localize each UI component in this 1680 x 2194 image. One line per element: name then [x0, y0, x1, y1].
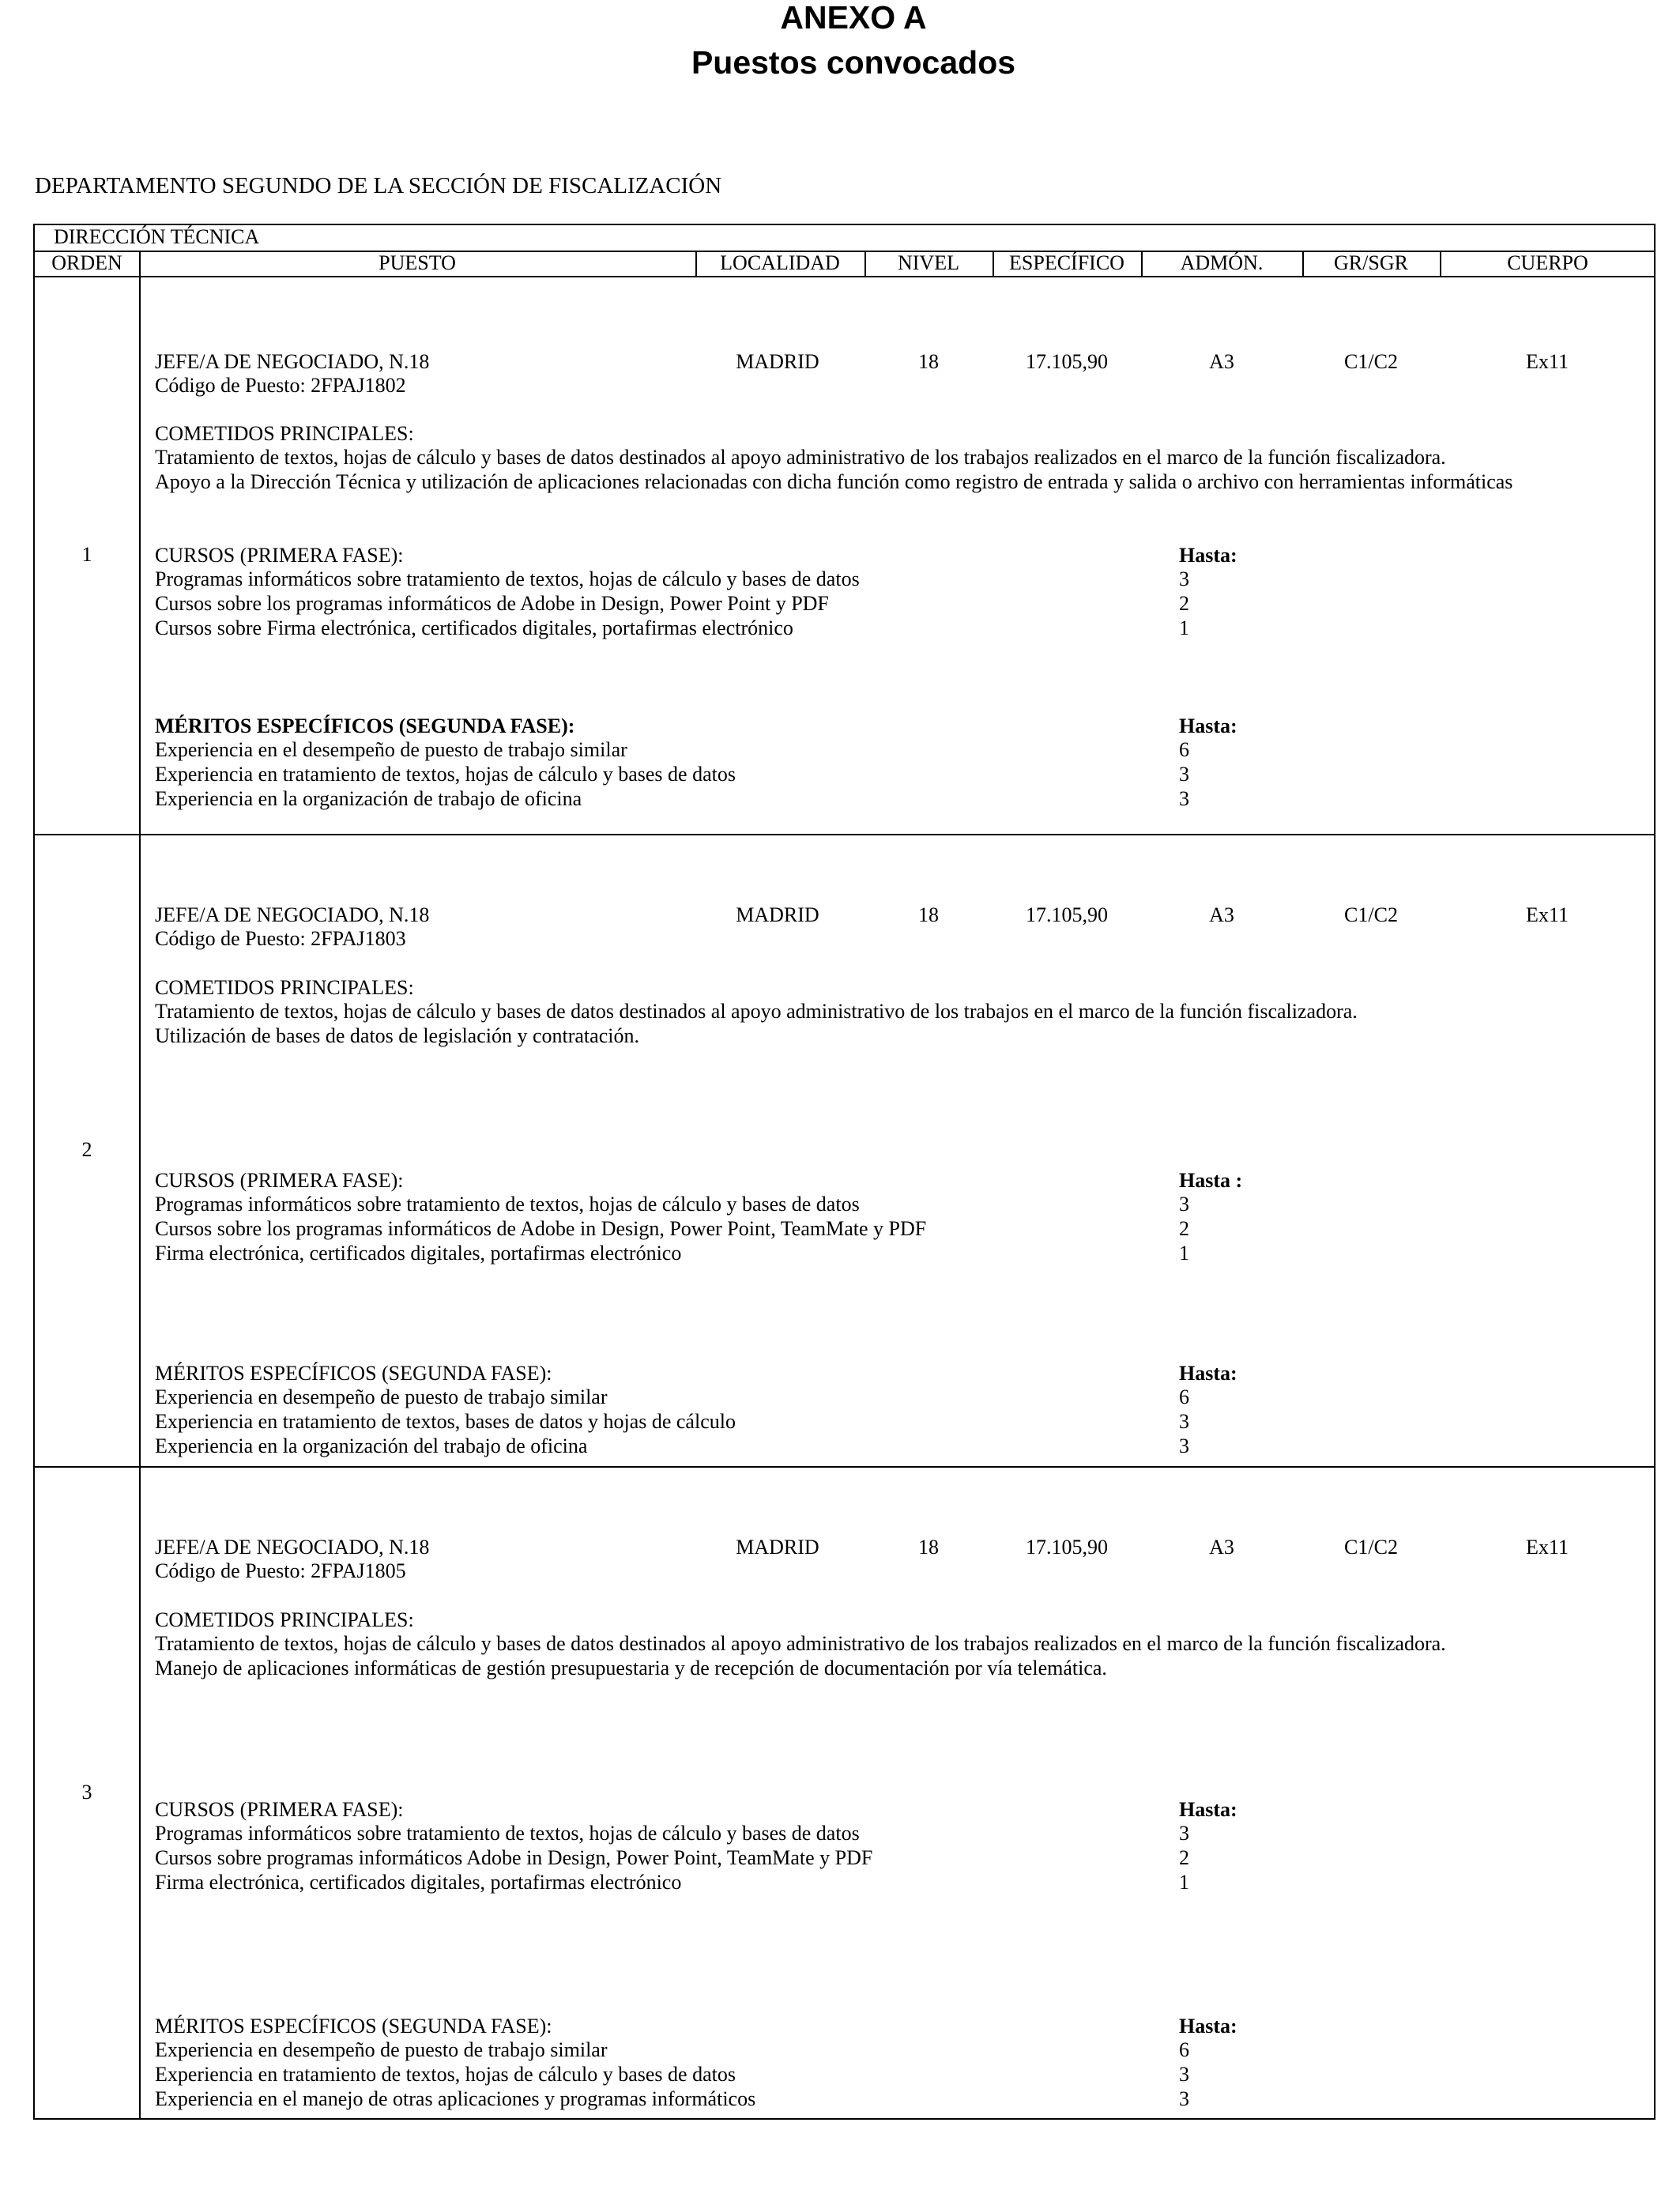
- curso-item: Programas informáticos sobre tratamiento de textos, hojas de cálculo y bases de datos: [155, 1822, 860, 1845]
- curso-item: Programas informáticos sobre tratamiento de textos, hojas de cálculo y bases de datos: [155, 567, 860, 590]
- merito-points: 3: [1179, 2063, 1189, 2086]
- header-rule: [35, 276, 1654, 277]
- merito-points: 6: [1179, 738, 1189, 761]
- merito-points: 3: [1179, 787, 1189, 810]
- curso-item: Firma electrónica, certificados digitales, portafirmas electrónico: [155, 1242, 682, 1265]
- cursos-hasta-label: Hasta:: [1179, 1798, 1237, 1821]
- row-orden: 3: [81, 1781, 92, 1804]
- department-heading: DEPARTAMENTO SEGUNDO DE LA SECCIÓN DE FISCALIZACIÓN: [35, 173, 722, 198]
- curso-item: Firma electrónica, certificados digitales, portafirmas electrónico: [155, 1871, 682, 1894]
- meritos-title: MÉRITOS ESPECÍFICOS (SEGUNDA FASE):: [155, 1362, 552, 1385]
- row-orden: 1: [81, 543, 92, 566]
- column-header: PUESTO: [379, 251, 456, 274]
- curso-points: 2: [1179, 1217, 1189, 1240]
- merito-item: Experiencia en el desempeño de puesto de trabajo similar: [155, 738, 627, 761]
- cursos-title: CURSOS (PRIMERA FASE):: [155, 1798, 404, 1821]
- positions-table: [33, 224, 1656, 2120]
- meritos-hasta-label: Hasta:: [1179, 714, 1237, 737]
- cometido-line: Tratamiento de textos, hojas de cálculo y bases de datos destinados al apoyo administrativo de los trabajos realizados en el marco de la función fiscalizadora.: [155, 446, 1446, 469]
- cursos-title: CURSOS (PRIMERA FASE):: [155, 544, 404, 567]
- admon-value: A3: [1209, 903, 1234, 926]
- merito-points: 3: [1179, 1410, 1189, 1433]
- cometidos-title: COMETIDOS PRINCIPALES:: [155, 976, 414, 999]
- column-header: ESPECÍFICO: [1009, 251, 1124, 274]
- merito-points: 3: [1179, 1434, 1189, 1457]
- curso-item: Programas informáticos sobre tratamiento de textos, hojas de cálculo y bases de datos: [155, 1193, 860, 1216]
- page-subtitle: Puestos convocados: [691, 44, 1016, 81]
- puesto-title: JEFE/A DE NEGOCIADO, N.18: [155, 903, 430, 926]
- cometido-line: Apoyo a la Dirección Técnica y utilización de aplicaciones relacionadas con dicha función como registro de entrada y salida o archivo con herramientas informáticas: [155, 470, 1513, 493]
- merito-points: 6: [1179, 1385, 1189, 1408]
- curso-points: 3: [1179, 567, 1189, 590]
- merito-points: 6: [1179, 2038, 1189, 2061]
- column-header: ADMÓN.: [1180, 251, 1264, 274]
- cursos-hasta-label: Hasta:: [1179, 544, 1237, 567]
- merito-item: Experiencia en desempeño de puesto de trabajo similar: [155, 2038, 608, 2061]
- cursos-hasta-label: Hasta :: [1179, 1169, 1243, 1192]
- curso-points: 2: [1179, 1846, 1189, 1869]
- cometido-line: Tratamiento de textos, hojas de cálculo y bases de datos destinados al apoyo administrativo de los trabajos realizados en el marco de la función fiscalizadora.: [155, 1632, 1446, 1655]
- nivel-value: 18: [918, 903, 939, 926]
- localidad-value: MADRID: [736, 350, 819, 373]
- curso-item: Cursos sobre programas informáticos Adobe in Design, Power Point, TeamMate y PDF: [155, 1846, 873, 1869]
- page-title: ANEXO A: [780, 0, 927, 36]
- cuerpo-value: Ex11: [1526, 903, 1569, 926]
- column-header: GR/SGR: [1334, 251, 1408, 274]
- row-divider: [35, 1466, 1654, 1468]
- column-header: NIVEL: [898, 251, 959, 274]
- meritos-hasta-label: Hasta:: [1179, 2015, 1237, 2038]
- merito-item: Experiencia en tratamiento de textos, hojas de cálculo y bases de datos: [155, 763, 736, 786]
- cometido-line: Manejo de aplicaciones informáticas de gestión presupuestaria y de recepción de documentación por vía telemática.: [155, 1657, 1107, 1679]
- section-label: DIRECCIÓN TÉCNICA: [54, 225, 260, 248]
- puesto-code: Código de Puesto: 2FPAJ1803: [155, 927, 406, 950]
- curso-points: 1: [1179, 616, 1189, 639]
- column-header: ORDEN: [51, 251, 122, 274]
- cursos-title: CURSOS (PRIMERA FASE):: [155, 1169, 404, 1192]
- puesto-title: JEFE/A DE NEGOCIADO, N.18: [155, 350, 430, 373]
- merito-item: Experiencia en desempeño de puesto de trabajo similar: [155, 1385, 608, 1408]
- curso-points: 3: [1179, 1193, 1189, 1216]
- merito-points: 3: [1179, 763, 1189, 786]
- especifico-value: 17.105,90: [1026, 350, 1108, 373]
- especifico-value: 17.105,90: [1026, 1536, 1108, 1559]
- column-header: CUERPO: [1507, 251, 1588, 274]
- puesto-code: Código de Puesto: 2FPAJ1805: [155, 1559, 406, 1582]
- merito-item: Experiencia en la organización de trabajo de oficina: [155, 787, 582, 810]
- row-divider: [35, 834, 1654, 835]
- curso-item: Cursos sobre Firma electrónica, certificados digitales, portafirmas electrónico: [155, 616, 793, 639]
- nivel-value: 18: [918, 350, 939, 373]
- merito-points: 3: [1179, 2087, 1189, 2110]
- cometidos-title: COMETIDOS PRINCIPALES:: [155, 1608, 414, 1631]
- curso-item: Cursos sobre los programas informáticos de Adobe in Design, Power Point, TeamMate y PDF: [155, 1217, 927, 1240]
- curso-points: 1: [1179, 1242, 1189, 1265]
- curso-points: 2: [1179, 592, 1189, 615]
- especifico-value: 17.105,90: [1026, 903, 1108, 926]
- admon-value: A3: [1209, 350, 1234, 373]
- localidad-value: MADRID: [736, 1536, 819, 1559]
- cuerpo-value: Ex11: [1526, 350, 1569, 373]
- puesto-title: JEFE/A DE NEGOCIADO, N.18: [155, 1536, 430, 1559]
- merito-item: Experiencia en tratamiento de textos, hojas de cálculo y bases de datos: [155, 2063, 736, 2086]
- grsgr-value: C1/C2: [1344, 350, 1398, 373]
- merito-item: Experiencia en tratamiento de textos, bases de datos y hojas de cálculo: [155, 1410, 736, 1433]
- cometido-line: Tratamiento de textos, hojas de cálculo y bases de datos destinados al apoyo administrativo de los trabajos en el marco de la función fiscalizadora.: [155, 1000, 1358, 1023]
- meritos-title: MÉRITOS ESPECÍFICOS (SEGUNDA FASE):: [155, 714, 575, 737]
- cometidos-title: COMETIDOS PRINCIPALES:: [155, 422, 414, 445]
- cometido-line: Utilización de bases de datos de legislación y contratación.: [155, 1024, 639, 1047]
- row-orden: 2: [81, 1138, 92, 1161]
- nivel-value: 18: [918, 1536, 939, 1559]
- grsgr-value: C1/C2: [1344, 903, 1398, 926]
- meritos-hasta-label: Hasta:: [1179, 1362, 1237, 1385]
- merito-item: Experiencia en la organización del trabajo de oficina: [155, 1434, 588, 1457]
- merito-item: Experiencia en el manejo de otras aplicaciones y programas informáticos: [155, 2087, 756, 2110]
- grsgr-value: C1/C2: [1344, 1536, 1398, 1559]
- admon-value: A3: [1209, 1536, 1234, 1559]
- curso-points: 1: [1179, 1871, 1189, 1894]
- meritos-title: MÉRITOS ESPECÍFICOS (SEGUNDA FASE):: [155, 2015, 552, 2038]
- orden-column-rule: [139, 276, 141, 2118]
- curso-points: 3: [1179, 1822, 1189, 1845]
- cuerpo-value: Ex11: [1526, 1536, 1569, 1559]
- puesto-code: Código de Puesto: 2FPAJ1802: [155, 374, 406, 397]
- localidad-value: MADRID: [736, 903, 819, 926]
- curso-item: Cursos sobre los programas informáticos de Adobe in Design, Power Point y PDF: [155, 592, 829, 615]
- column-header: LOCALIDAD: [720, 251, 840, 274]
